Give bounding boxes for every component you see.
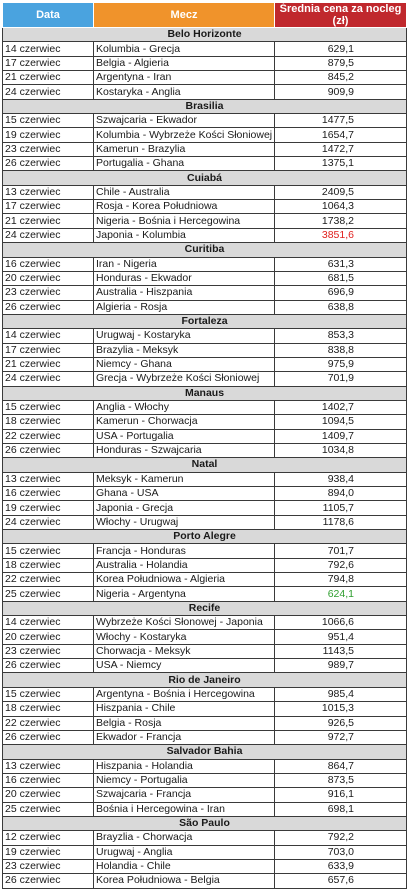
match-name: Korea Południowa - Belgia — [94, 874, 275, 888]
match-date: 23 czerwiec — [3, 644, 94, 658]
match-date: 21 czerwiec — [3, 71, 94, 85]
table-row — [3, 573, 407, 587]
match-name: Szwajcaria - Ekwador — [94, 114, 275, 128]
match-date: 20 czerwiec — [3, 271, 94, 285]
hotel-price-table — [2, 2, 407, 889]
match-name: Włochy - Urugwaj — [94, 515, 275, 529]
table-row — [3, 544, 407, 558]
avg-price: 703,0 — [275, 845, 407, 859]
avg-price: 1066,6 — [275, 616, 407, 630]
match-name: Belgia - Rosja — [94, 716, 275, 730]
match-date: 26 czerwiec — [3, 874, 94, 888]
match-date: 26 czerwiec — [3, 730, 94, 744]
city-name: Rio de Janeiro — [3, 673, 407, 687]
match-date: 19 czerwiec — [3, 845, 94, 859]
match-name: Portugalia - Ghana — [94, 157, 275, 171]
city-name: Curitiba — [3, 243, 407, 257]
city-header-row — [3, 243, 407, 257]
avg-price: 1105,7 — [275, 501, 407, 515]
match-date: 24 czerwiec — [3, 228, 94, 242]
match-name: Meksyk - Kamerun — [94, 472, 275, 486]
avg-price: 2409,5 — [275, 185, 407, 199]
match-date: 16 czerwiec — [3, 487, 94, 501]
match-name: Honduras - Szwajcaria — [94, 443, 275, 457]
avg-price: 1654,7 — [275, 128, 407, 142]
match-name: Ghana - USA — [94, 487, 275, 501]
city-header-row — [3, 673, 407, 687]
table-row — [3, 228, 407, 242]
avg-price: 873,5 — [275, 773, 407, 787]
table-row — [3, 716, 407, 730]
match-name: Kamerun - Brazylia — [94, 142, 275, 156]
match-date: 18 czerwiec — [3, 558, 94, 572]
table-row — [3, 616, 407, 630]
table-row — [3, 443, 407, 457]
match-date: 17 czerwiec — [3, 200, 94, 214]
table-row — [3, 142, 407, 156]
city-name: Belo Horizonte — [3, 28, 407, 42]
avg-price: 989,7 — [275, 659, 407, 673]
city-name: Cuiabá — [3, 171, 407, 185]
city-name: Fortaleza — [3, 314, 407, 328]
avg-price: 1402,7 — [275, 400, 407, 414]
avg-price: 985,4 — [275, 687, 407, 701]
match-name: Hiszpania - Chile — [94, 702, 275, 716]
match-name: Kamerun - Chorwacja — [94, 415, 275, 429]
match-name: Australia - Hiszpania — [94, 286, 275, 300]
match-name: Kolumbia - Grecja — [94, 42, 275, 56]
match-date: 22 czerwiec — [3, 573, 94, 587]
match-date: 13 czerwiec — [3, 759, 94, 773]
table-row — [3, 630, 407, 644]
match-name: USA - Niemcy — [94, 659, 275, 673]
city-name: Brasilia — [3, 99, 407, 113]
table-row — [3, 759, 407, 773]
table-row — [3, 300, 407, 314]
avg-price: 975,9 — [275, 357, 407, 371]
table-row — [3, 71, 407, 85]
match-name: Nigeria - Bośnia i Hercegowina — [94, 214, 275, 228]
table-row — [3, 587, 407, 601]
match-date: 24 czerwiec — [3, 372, 94, 386]
avg-price: 938,4 — [275, 472, 407, 486]
match-name: Argentyna - Bośnia i Hercegowina — [94, 687, 275, 701]
city-header-row — [3, 458, 407, 472]
match-name: Urugwaj - Anglia — [94, 845, 275, 859]
city-header-row — [3, 171, 407, 185]
price-table-container — [2, 2, 406, 889]
table-row — [3, 501, 407, 515]
match-date: 19 czerwiec — [3, 501, 94, 515]
match-name: Japonia - Kolumbia — [94, 228, 275, 242]
table-row — [3, 429, 407, 443]
match-name: Niemcy - Ghana — [94, 357, 275, 371]
match-name: Rosja - Korea Południowa — [94, 200, 275, 214]
table-row — [3, 128, 407, 142]
header-date: Data — [3, 3, 94, 28]
table-row — [3, 788, 407, 802]
table-row — [3, 200, 407, 214]
avg-price: 3851,6 — [275, 228, 407, 242]
table-row — [3, 472, 407, 486]
match-date: 25 czerwiec — [3, 587, 94, 601]
table-row — [3, 357, 407, 371]
table-row — [3, 157, 407, 171]
avg-price: 1094,5 — [275, 415, 407, 429]
avg-price: 879,5 — [275, 56, 407, 70]
match-date: 15 czerwiec — [3, 400, 94, 414]
match-name: Chile - Australia — [94, 185, 275, 199]
match-name: Hiszpania - Holandia — [94, 759, 275, 773]
match-date: 13 czerwiec — [3, 472, 94, 486]
match-name: Argentyna - Iran — [94, 71, 275, 85]
avg-price: 624,1 — [275, 587, 407, 601]
match-date: 26 czerwiec — [3, 443, 94, 457]
table-row — [3, 372, 407, 386]
avg-price: 838,8 — [275, 343, 407, 357]
match-date: 21 czerwiec — [3, 357, 94, 371]
avg-price: 701,7 — [275, 544, 407, 558]
table-row — [3, 257, 407, 271]
table-row — [3, 415, 407, 429]
match-date: 20 czerwiec — [3, 630, 94, 644]
avg-price: 631,3 — [275, 257, 407, 271]
table-row — [3, 185, 407, 199]
match-date: 15 czerwiec — [3, 544, 94, 558]
match-date: 20 czerwiec — [3, 788, 94, 802]
match-date: 26 czerwiec — [3, 659, 94, 673]
table-header — [3, 3, 407, 28]
match-date: 14 czerwiec — [3, 329, 94, 343]
city-header-row — [3, 530, 407, 544]
avg-price: 794,8 — [275, 573, 407, 587]
match-name: Grecja - Wybrzeże Kości Słoniowej — [94, 372, 275, 386]
city-header-row — [3, 314, 407, 328]
table-body — [3, 28, 407, 889]
table-row — [3, 802, 407, 816]
city-header-row — [3, 386, 407, 400]
match-name: Kostaryka - Anglia — [94, 85, 275, 99]
city-header-row — [3, 816, 407, 830]
match-name: USA - Portugalia — [94, 429, 275, 443]
avg-price: 1143,5 — [275, 644, 407, 658]
avg-price: 1178,6 — [275, 515, 407, 529]
match-name: Honduras - Ekwador — [94, 271, 275, 285]
city-header-row — [3, 28, 407, 42]
table-row — [3, 644, 407, 658]
avg-price: 657,6 — [275, 874, 407, 888]
avg-price: 926,5 — [275, 716, 407, 730]
match-date: 25 czerwiec — [3, 802, 94, 816]
table-row — [3, 42, 407, 56]
table-row — [3, 702, 407, 716]
match-date: 13 czerwiec — [3, 185, 94, 199]
table-row — [3, 859, 407, 873]
match-name: Bośnia i Hercegowina - Iran — [94, 802, 275, 816]
match-name: Szwajcaria - Francja — [94, 788, 275, 802]
avg-price: 894,0 — [275, 487, 407, 501]
match-name: Holandia - Chile — [94, 859, 275, 873]
match-name: Nigeria - Argentyna — [94, 587, 275, 601]
match-name: Japonia - Grecja — [94, 501, 275, 515]
match-date: 17 czerwiec — [3, 343, 94, 357]
city-header-row — [3, 99, 407, 113]
match-date: 24 czerwiec — [3, 85, 94, 99]
match-name: Brazylia - Meksyk — [94, 343, 275, 357]
match-date: 24 czerwiec — [3, 515, 94, 529]
avg-price: 792,6 — [275, 558, 407, 572]
city-name: Salvador Bahia — [3, 745, 407, 759]
match-date: 18 czerwiec — [3, 415, 94, 429]
match-name: Niemcy - Portugalia — [94, 773, 275, 787]
avg-price: 638,8 — [275, 300, 407, 314]
table-row — [3, 271, 407, 285]
match-date: 19 czerwiec — [3, 128, 94, 142]
avg-price: 951,4 — [275, 630, 407, 644]
table-row — [3, 687, 407, 701]
table-row — [3, 487, 407, 501]
avg-price: 909,9 — [275, 85, 407, 99]
match-name: Urugwaj - Kostaryka — [94, 329, 275, 343]
table-row — [3, 773, 407, 787]
match-date: 15 czerwiec — [3, 114, 94, 128]
avg-price: 1375,1 — [275, 157, 407, 171]
match-name: Australia - Holandia — [94, 558, 275, 572]
header-price: Średnia cena za nocleg (zł) — [275, 3, 407, 28]
table-row — [3, 845, 407, 859]
match-name: Ekwador - Francja — [94, 730, 275, 744]
match-name: Belgia - Algieria — [94, 56, 275, 70]
avg-price: 681,5 — [275, 271, 407, 285]
table-row — [3, 56, 407, 70]
match-date: 18 czerwiec — [3, 702, 94, 716]
match-date: 22 czerwiec — [3, 429, 94, 443]
table-row — [3, 286, 407, 300]
match-date: 16 czerwiec — [3, 257, 94, 271]
match-date: 26 czerwiec — [3, 157, 94, 171]
table-row — [3, 874, 407, 888]
table-row — [3, 343, 407, 357]
city-name: Porto Alegre — [3, 530, 407, 544]
table-row — [3, 831, 407, 845]
table-row — [3, 400, 407, 414]
match-name: Kolumbia - Wybrzeże Kości Słoniowej — [94, 128, 275, 142]
avg-price: 698,1 — [275, 802, 407, 816]
city-name: Recife — [3, 601, 407, 615]
city-header-row — [3, 745, 407, 759]
avg-price: 701,9 — [275, 372, 407, 386]
avg-price: 1015,3 — [275, 702, 407, 716]
avg-price: 696,9 — [275, 286, 407, 300]
avg-price: 864,7 — [275, 759, 407, 773]
match-date: 14 czerwiec — [3, 42, 94, 56]
match-date: 23 czerwiec — [3, 286, 94, 300]
match-date: 26 czerwiec — [3, 300, 94, 314]
match-name: Brayzlia - Chorwacja — [94, 831, 275, 845]
avg-price: 792,2 — [275, 831, 407, 845]
table-row — [3, 730, 407, 744]
match-name: Chorwacja - Meksyk — [94, 644, 275, 658]
match-date: 16 czerwiec — [3, 773, 94, 787]
match-name: Iran - Nigeria — [94, 257, 275, 271]
match-name: Anglia - Włochy — [94, 400, 275, 414]
match-date: 14 czerwiec — [3, 616, 94, 630]
avg-price: 633,9 — [275, 859, 407, 873]
avg-price: 845,2 — [275, 71, 407, 85]
avg-price: 972,7 — [275, 730, 407, 744]
match-name: Francja - Honduras — [94, 544, 275, 558]
match-date: 23 czerwiec — [3, 142, 94, 156]
city-header-row — [3, 601, 407, 615]
avg-price: 1064,3 — [275, 200, 407, 214]
avg-price: 1472,7 — [275, 142, 407, 156]
table-row — [3, 558, 407, 572]
table-row — [3, 329, 407, 343]
avg-price: 916,1 — [275, 788, 407, 802]
header-match: Mecz — [94, 3, 275, 28]
match-name: Wybrzeże Kości Słonowej - Japonia — [94, 616, 275, 630]
avg-price: 853,3 — [275, 329, 407, 343]
match-date: 21 czerwiec — [3, 214, 94, 228]
table-row — [3, 659, 407, 673]
avg-price: 1477,5 — [275, 114, 407, 128]
avg-price: 1738,2 — [275, 214, 407, 228]
avg-price: 1409,7 — [275, 429, 407, 443]
city-name: São Paulo — [3, 816, 407, 830]
city-name: Manaus — [3, 386, 407, 400]
table-row — [3, 114, 407, 128]
avg-price: 1034,8 — [275, 443, 407, 457]
match-name: Korea Południowa - Algieria — [94, 573, 275, 587]
match-date: 22 czerwiec — [3, 716, 94, 730]
avg-price: 629,1 — [275, 42, 407, 56]
match-date: 15 czerwiec — [3, 687, 94, 701]
table-row — [3, 85, 407, 99]
header-row — [3, 3, 407, 28]
match-date: 12 czerwiec — [3, 831, 94, 845]
match-date: 17 czerwiec — [3, 56, 94, 70]
match-name: Włochy - Kostaryka — [94, 630, 275, 644]
city-name: Natal — [3, 458, 407, 472]
match-name: Algieria - Rosja — [94, 300, 275, 314]
table-row — [3, 214, 407, 228]
table-row — [3, 515, 407, 529]
match-date: 23 czerwiec — [3, 859, 94, 873]
